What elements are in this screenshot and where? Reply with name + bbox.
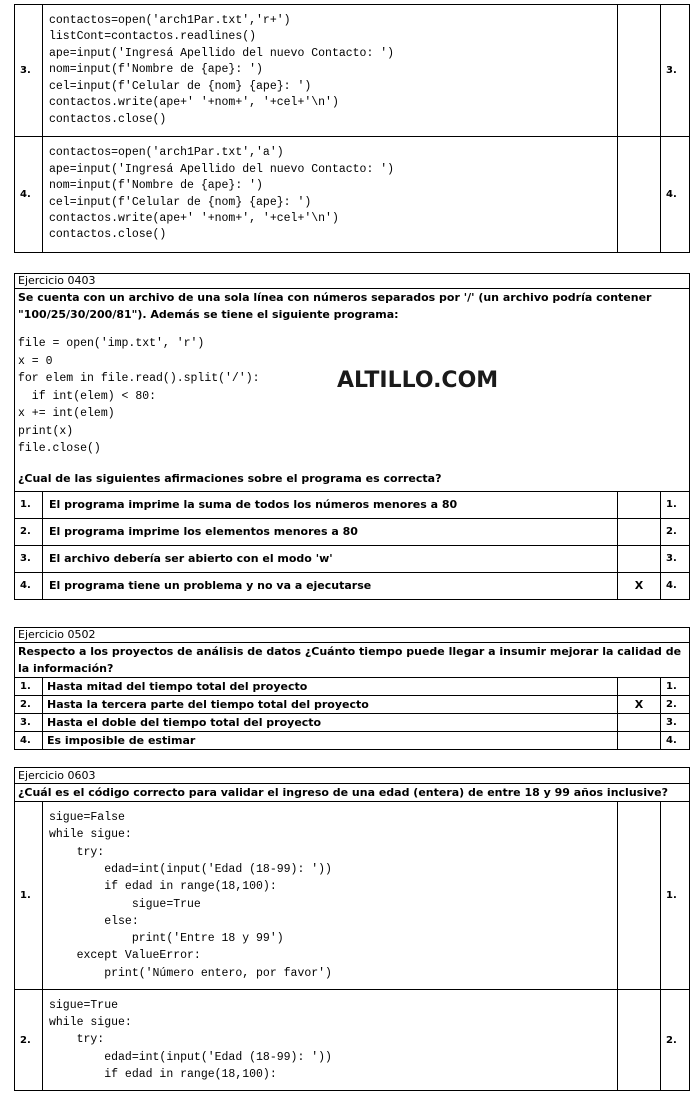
option-number: 3.	[15, 714, 43, 732]
option-number: 1.	[15, 491, 43, 518]
code-option-row	[15, 990, 690, 1091]
option-text: Es imposible de estimar	[43, 732, 618, 750]
answer-option	[15, 714, 690, 732]
answer-mark-cell[interactable]	[618, 802, 661, 990]
option-number: 2.	[15, 518, 43, 545]
option-number: 4.	[15, 572, 43, 599]
option-number-right: 2.	[661, 990, 690, 1091]
answer-option	[15, 518, 690, 545]
answer-mark-cell[interactable]	[618, 678, 661, 696]
answer-mark-cell[interactable]	[618, 137, 661, 253]
exercise-description: Se cuenta con un archivo de una sola línea con números separados por '/' (un archivo podría contener "100/25/30/200/81"). Además se tiene el siguiente programa:	[18, 291, 652, 321]
exercise-title: Ejercicio 0502	[15, 628, 690, 643]
answer-mark-cell[interactable]	[618, 990, 661, 1091]
option-number: 4.	[15, 137, 43, 253]
program-code: file = open('imp.txt', 'r') x = 0 for elem in file.read().split('/'): if int(elem) < 80: x += int(elem) print(x) file.close()	[18, 337, 260, 455]
option-number: 2.	[15, 696, 43, 714]
option-code: contactos=open('arch1Par.txt','r+') listCont=contactos.readlines() ape=input('Ingresá Apellido del nuevo Contacto: ') nom=input(f'Nombre de {ape}: ') cel=input(f'Celular de {nom} {ape}: ') contactos.write(ape+' '+nom+', '+cel+'\n') contactos.close()	[43, 5, 618, 137]
answer-mark-cell[interactable]	[618, 714, 661, 732]
option-number: 1.	[15, 802, 43, 990]
answer-option	[15, 678, 690, 696]
watermark: ALTILLO.COM	[337, 368, 499, 393]
answer-mark-cell[interactable]	[618, 732, 661, 750]
exercise-0502	[14, 627, 690, 750]
option-number-right: 1.	[661, 802, 690, 990]
option-number: 2.	[15, 990, 43, 1091]
option-number-right: 2.	[661, 696, 690, 714]
option-text: Hasta el doble del tiempo total del proyecto	[43, 714, 618, 732]
code-option-row	[15, 802, 690, 990]
option-text: El archivo debería ser abierto con el modo 'w'	[43, 545, 618, 572]
option-text: El programa imprime la suma de todos los números menores a 80	[43, 491, 618, 518]
option-text: Hasta la tercera parte del tiempo total del proyecto	[43, 696, 618, 714]
answer-mark-cell[interactable]	[618, 491, 661, 518]
exercise-question: ¿Cual de las siguientes afirmaciones sobre el programa es correcta?	[18, 471, 442, 485]
option-code: sigue=True while sigue: try: edad=int(input('Edad (18-99): ')) if edad in range(18,100):	[43, 990, 618, 1091]
option-number: 4.	[15, 732, 43, 750]
option-number: 3.	[15, 5, 43, 137]
exercise-title: Ejercicio 0603	[15, 768, 690, 784]
code-options-table	[14, 4, 690, 253]
answer-option	[15, 491, 690, 518]
option-number-right: 4.	[661, 732, 690, 750]
option-number-right: 3.	[661, 545, 690, 572]
option-code: contactos=open('arch1Par.txt','a') ape=input('Ingresá Apellido del nuevo Contacto: ') nom=input(f'Nombre de {ape}: ') cel=input(f'Celular de {nom} {ape}: ') contactos.write(ape+' '+nom+', '+cel+'\n') contactos.close()	[43, 137, 618, 253]
option-number: 3.	[15, 545, 43, 572]
option-number-right: 1.	[661, 678, 690, 696]
answer-mark-cell[interactable]: X	[618, 572, 661, 599]
code-option-row	[15, 5, 690, 137]
answer-option	[15, 545, 690, 572]
answer-mark-cell[interactable]	[618, 518, 661, 545]
exercise-question: ¿Cuál es el código correcto para validar el ingreso de una edad (entera) de entre 18 y 99 años inclusive?	[15, 784, 690, 802]
answer-option	[15, 572, 690, 599]
answer-mark-cell[interactable]	[618, 545, 661, 572]
option-number-right: 2.	[661, 518, 690, 545]
exercise-title: Ejercicio 0403	[15, 274, 690, 289]
answer-option	[15, 732, 690, 750]
code-option-row	[15, 137, 690, 253]
option-text: El programa imprime los elementos menores a 80	[43, 518, 618, 545]
option-number-right: 1.	[661, 491, 690, 518]
option-number: 1.	[15, 678, 43, 696]
exercise-question: Respecto a los proyectos de análisis de datos ¿Cuánto tiempo puede llegar a insumir mejorar la calidad de la información?	[15, 643, 690, 678]
option-number-right: 4.	[661, 137, 690, 253]
exercise-0603	[14, 767, 690, 1091]
answer-mark-cell[interactable]	[618, 5, 661, 137]
exercise-0403	[14, 273, 690, 600]
option-number-right: 3.	[661, 714, 690, 732]
option-text: El programa tiene un problema y no va a ejecutarse	[43, 572, 618, 599]
option-number-right: 3.	[661, 5, 690, 137]
answer-option	[15, 696, 690, 714]
answer-mark-cell[interactable]: X	[618, 696, 661, 714]
option-number-right: 4.	[661, 572, 690, 599]
option-code: sigue=False while sigue: try: edad=int(input('Edad (18-99): ')) if edad in range(18,100): sigue=True else: print('Entre 18 y 99') except ValueError: print('Número entero, por favor')	[43, 802, 618, 990]
option-text: Hasta mitad del tiempo total del proyecto	[43, 678, 618, 696]
